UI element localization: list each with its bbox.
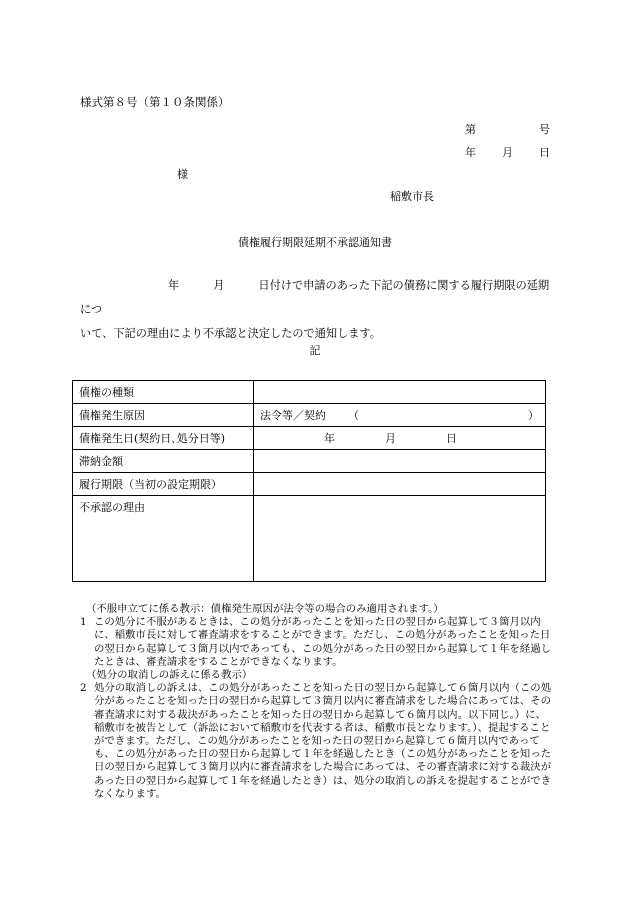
body-year: 年 — [168, 279, 180, 292]
number-suffix: 号 — [539, 123, 550, 136]
occur-month: 月 — [385, 432, 396, 445]
row-label: 履行期限（当初の設定期限） — [73, 473, 254, 496]
number-prefix: 第 — [465, 123, 476, 136]
body-text — [80, 274, 550, 346]
row-label: 不承認の理由 — [73, 496, 254, 582]
row-value — [254, 473, 546, 496]
document-date — [465, 144, 550, 160]
row-value — [254, 381, 546, 404]
body-rest: 日付けで申請のあった下記の債務に関する履行期限の延期につ — [80, 279, 550, 316]
note-text: この処分に不服があるときは、この処分があったことを知った日の翌日から起算して３箇月以内に、稲敷市長に対して審査請求をすることができます。ただし、この処分があったことを知った日の翌日から起算して３箇月以内であっても、この処分があった日の翌日から起算して１年を経過したときは、審査請求をすることができなくなります。 — [94, 616, 551, 668]
body-month: 月 — [213, 279, 225, 292]
cause-type: 法令等／契約 — [260, 409, 326, 422]
table-row — [73, 381, 546, 404]
addressee: 様 — [177, 168, 188, 181]
row-label: 債権発生原因 — [73, 404, 254, 427]
row-value — [254, 404, 546, 427]
form-number: 様式第８号（第１０条関係） — [80, 95, 230, 109]
document-title: 債権履行期限延期不承認通知書 — [238, 236, 392, 249]
notes-heading-2: （処分の取消しの訴えに係る教示） — [86, 669, 253, 682]
body-line2: いて、下記の理由により不承認と決定したので通知します。 — [80, 327, 381, 340]
date-month: 月 — [502, 146, 513, 159]
date-year: 年 — [465, 146, 476, 159]
note-item — [80, 682, 552, 801]
occur-year: 年 — [324, 432, 335, 445]
issuer: 稲敷市長 — [390, 190, 434, 203]
table-row — [73, 404, 546, 427]
table-row — [73, 496, 546, 582]
note-item — [80, 616, 552, 669]
date-day: 日 — [539, 146, 550, 159]
row-value — [254, 496, 546, 582]
table-row — [73, 473, 546, 496]
row-label: 債権発生日(契約日､処分日等) — [73, 427, 254, 450]
paren-close: ） — [528, 409, 539, 422]
row-value — [254, 450, 546, 473]
details-table — [72, 380, 546, 582]
row-label: 滞納金額 — [73, 450, 254, 473]
occur-day: 日 — [446, 432, 457, 445]
table-row — [73, 427, 546, 450]
notes — [80, 603, 552, 801]
notes-heading-1: （不服申立てに係る教示：債権発生原因が法令等の場合のみ適用されます。） — [86, 603, 444, 615]
paren-open: （ — [348, 409, 359, 422]
note-number: 1 — [80, 616, 87, 629]
note-number: 2 — [80, 682, 87, 695]
table-row — [73, 450, 546, 473]
document-number — [465, 121, 550, 137]
row-label: 債権の種類 — [73, 381, 254, 404]
ki-label: 記 — [309, 344, 321, 357]
row-value — [254, 427, 546, 450]
note-text: 処分の取消しの訴えは、この処分があったことを知った日の翌日から起算して６箇月以内（この処分があったことを知った日の翌日から起算して３箇月以内に審査請求をした場合にあっては、その審査請求に対する裁決があったことを知った日の翌日から起算して６箇月以内。以下同じ。）に、稲敷市を被告として（訴訟において稲敷市を代表する者は、稲敷市長となります。）、提起することができます。ただし、この処分があったことを知った日の翌日から起算して６箇月以内であっても、この処分があった日の翌日から起算して１年を経過したとき（この処分があったことを知った日の翌日から起算して３箇月以内に審査請求をした場合にあっては、その審査請求に対する裁決があった日の翌日から起算して１年を経過したとき）は、処分の取消しの訴えを提起することができなくなります。 — [94, 682, 552, 800]
